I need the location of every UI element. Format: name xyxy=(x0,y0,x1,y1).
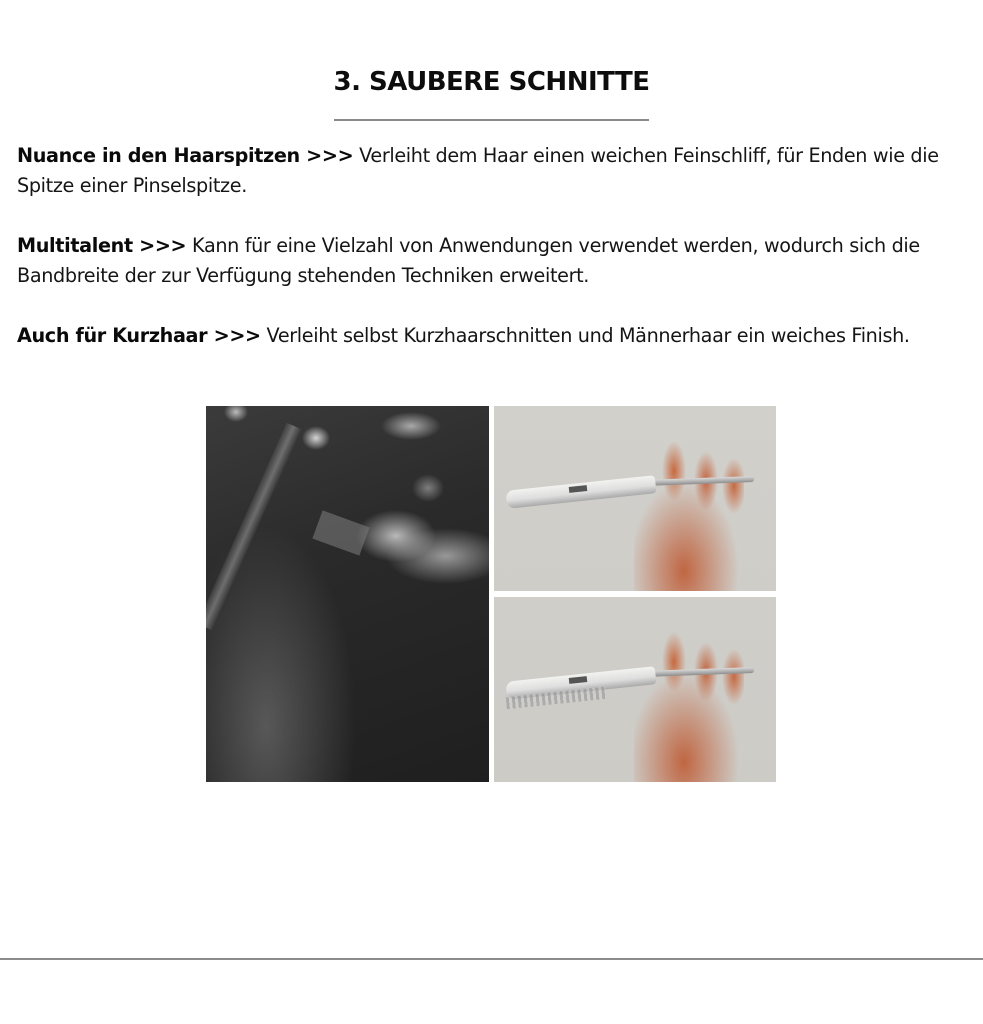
paragraph-text: Kann für eine Vielzahl von Anwendungen verwendet werden, wodurch sich die Bandbreite der zur Verfügung stehenden Techniken erweitert. xyxy=(17,234,920,287)
paragraph-lead: Auch für Kurzhaar >>> xyxy=(17,324,261,347)
hand-shape xyxy=(634,632,744,782)
hand-shape xyxy=(634,441,744,591)
paragraph-multitalent xyxy=(17,231,972,291)
hair-strand-shape xyxy=(206,423,301,630)
razor-in-hand-photo xyxy=(494,406,776,591)
paragraph-text: Verleiht selbst Kurzhaarschnitten und Männerhaar ein weiches Finish. xyxy=(260,324,910,347)
image-gallery xyxy=(206,406,776,782)
paragraph-haarspitzen xyxy=(17,141,972,201)
page-divider xyxy=(0,958,983,960)
paragraph-kurzhaar xyxy=(17,321,972,351)
section-title: 3. SAUBERE SCHNITTE xyxy=(333,67,650,97)
paragraph-text: Verleiht dem Haar einen weichen Feinschliff, für Enden wie die Spitze einer Pinselspitze. xyxy=(17,144,939,197)
razor-comb-shape xyxy=(312,510,369,555)
paragraph-lead: Multitalent >>> xyxy=(17,234,187,257)
paragraph-lead: Nuance in den Haarspitzen >>> xyxy=(17,144,354,167)
razor-in-hand-motion-photo xyxy=(494,597,776,782)
title-divider xyxy=(334,119,649,121)
hair-cutting-photo xyxy=(206,406,489,782)
